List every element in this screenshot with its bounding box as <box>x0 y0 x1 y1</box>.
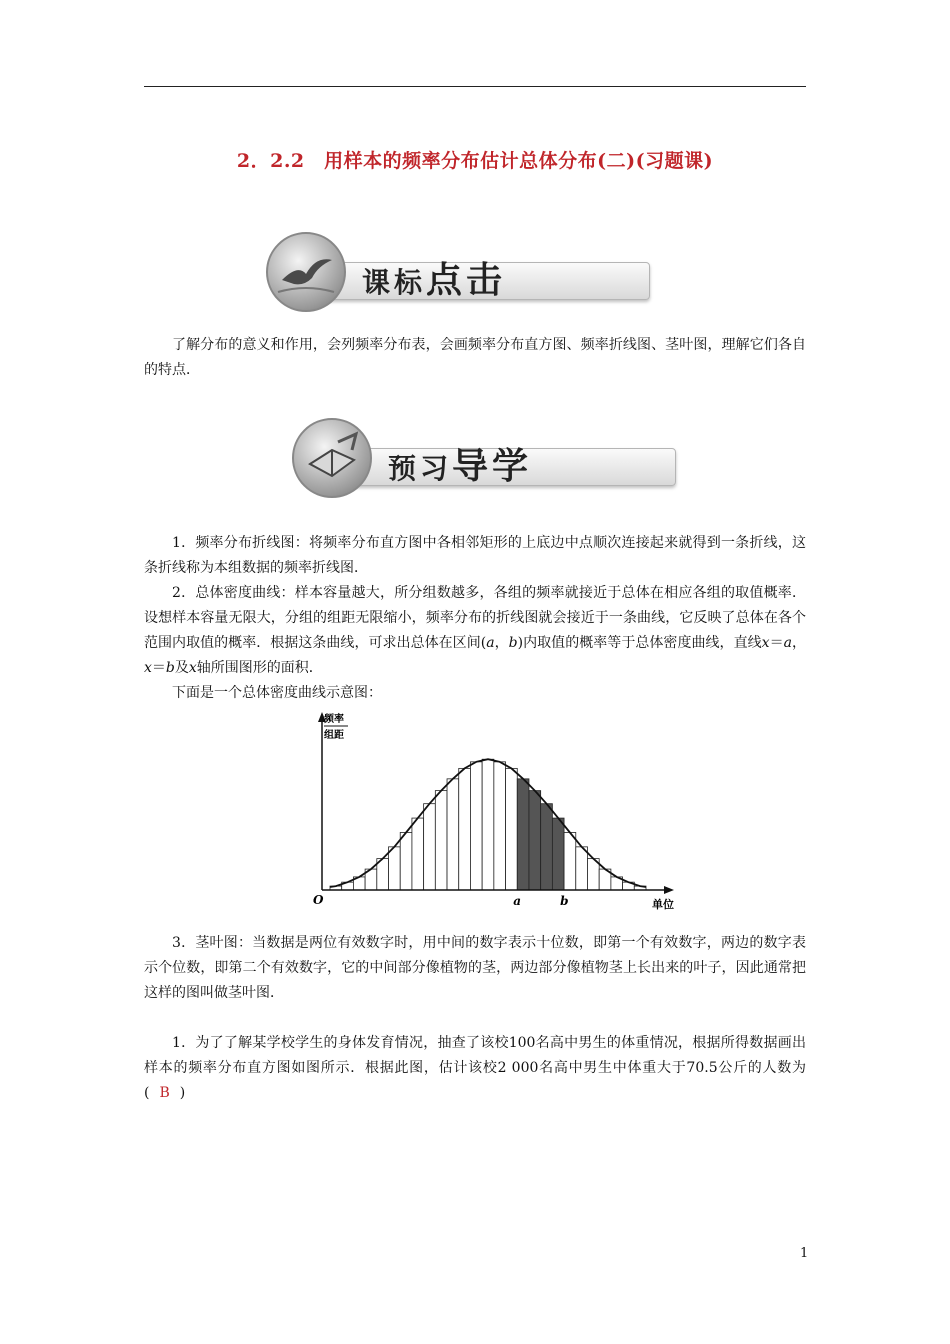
histogram-bar <box>400 832 412 890</box>
x-label: 单位 <box>652 898 674 911</box>
histogram-bar <box>529 791 541 890</box>
var-a: a <box>486 635 495 651</box>
page-title: 2．2.2 用样本的频率分布估计总体分布(二)(习题课) <box>236 150 714 172</box>
banner-curriculum <box>262 228 650 312</box>
histogram-bar <box>470 762 482 890</box>
histogram-bar <box>482 759 494 890</box>
top-rule <box>144 86 806 87</box>
page-number: 1 <box>800 1246 809 1261</box>
histogram-bar <box>552 818 564 890</box>
item-2-text: 2．总体密度曲线：样本容量越大，所分组数越多，各组的频率就接近于总体在相应各组的取值概率．设想样本容量无限大，分组的组距无限缩小，频率分布的折线图就会接近于一条曲线，它反映了总体在各个范围内取值的概率．根据这条曲线，可求出总体在区间(a，b)内取值的概率等于总体密度曲线，直线x＝a，x＝b及x轴所围图形的面积． <box>144 585 806 676</box>
book-icon <box>292 418 372 498</box>
banner-label-a: 预习 <box>388 452 453 485</box>
item-3-text: 3．茎叶图：当数据是两位有效数字时，用中间的数字表示十位数，即第一个有效数字，两边的数字表示个位数，即第二个有效数字，它的中间部分像植物的茎，两边部分像植物茎上长出来的叶子，因此通常把这样的图叫做茎叶图． <box>144 935 806 1001</box>
density-chart-svg <box>296 704 686 918</box>
chart-intro-text: 下面是一个总体密度曲线示意图： <box>172 685 382 701</box>
question-1: 1．为了了解某学校学生的身体发育情况，抽查了该校100名高中男生的体重情况，根据所得数据画出样本的频率分布直方图如图所示．根据此图，估计该校2 000名高中男生中体重大于70.5公斤的人数为( B ) <box>144 1035 806 1101</box>
histogram-bar <box>447 779 459 890</box>
histogram-bar <box>541 804 553 890</box>
histogram-bar <box>564 832 576 890</box>
banner-label-b: 导学 <box>452 445 533 487</box>
histogram-bar <box>389 847 401 890</box>
bird-icon <box>266 232 346 312</box>
histogram-bar <box>517 779 529 890</box>
y-label-bottom: 组距 <box>324 730 344 741</box>
x-axis-arrow <box>664 886 674 894</box>
y-label-top: 频率 <box>324 714 344 725</box>
item-1-text: 1．频率分布折线图：将频率分布直方图中各相邻矩形的上底边中点顺次连接起来就得到一条折线，这条折线称为本组数据的频率折线图． <box>144 535 806 576</box>
banner-label-a: 课标 <box>362 266 427 299</box>
histogram-bar <box>412 818 424 890</box>
histogram-bar <box>435 791 447 890</box>
histogram-bar <box>494 762 506 890</box>
histogram-bar <box>424 804 436 890</box>
histogram-bar <box>506 768 518 890</box>
a-label: a <box>513 894 522 908</box>
histogram-bar <box>576 847 588 890</box>
answer-choice: B <box>159 1085 170 1101</box>
origin-label: O <box>313 893 324 907</box>
banner-preview <box>288 414 676 498</box>
var-b: b <box>508 635 518 651</box>
b-label: b <box>560 894 569 908</box>
intro-text: 了解分布的意义和作用，会列频率分布表，会画频率分布直方图、频率折线图、茎叶图，理解它们各自的特点． <box>144 337 806 378</box>
histogram-bar <box>459 768 471 890</box>
bars-group <box>330 759 646 890</box>
density-chart <box>296 704 686 918</box>
banner-label-b: 点击 <box>426 259 507 301</box>
